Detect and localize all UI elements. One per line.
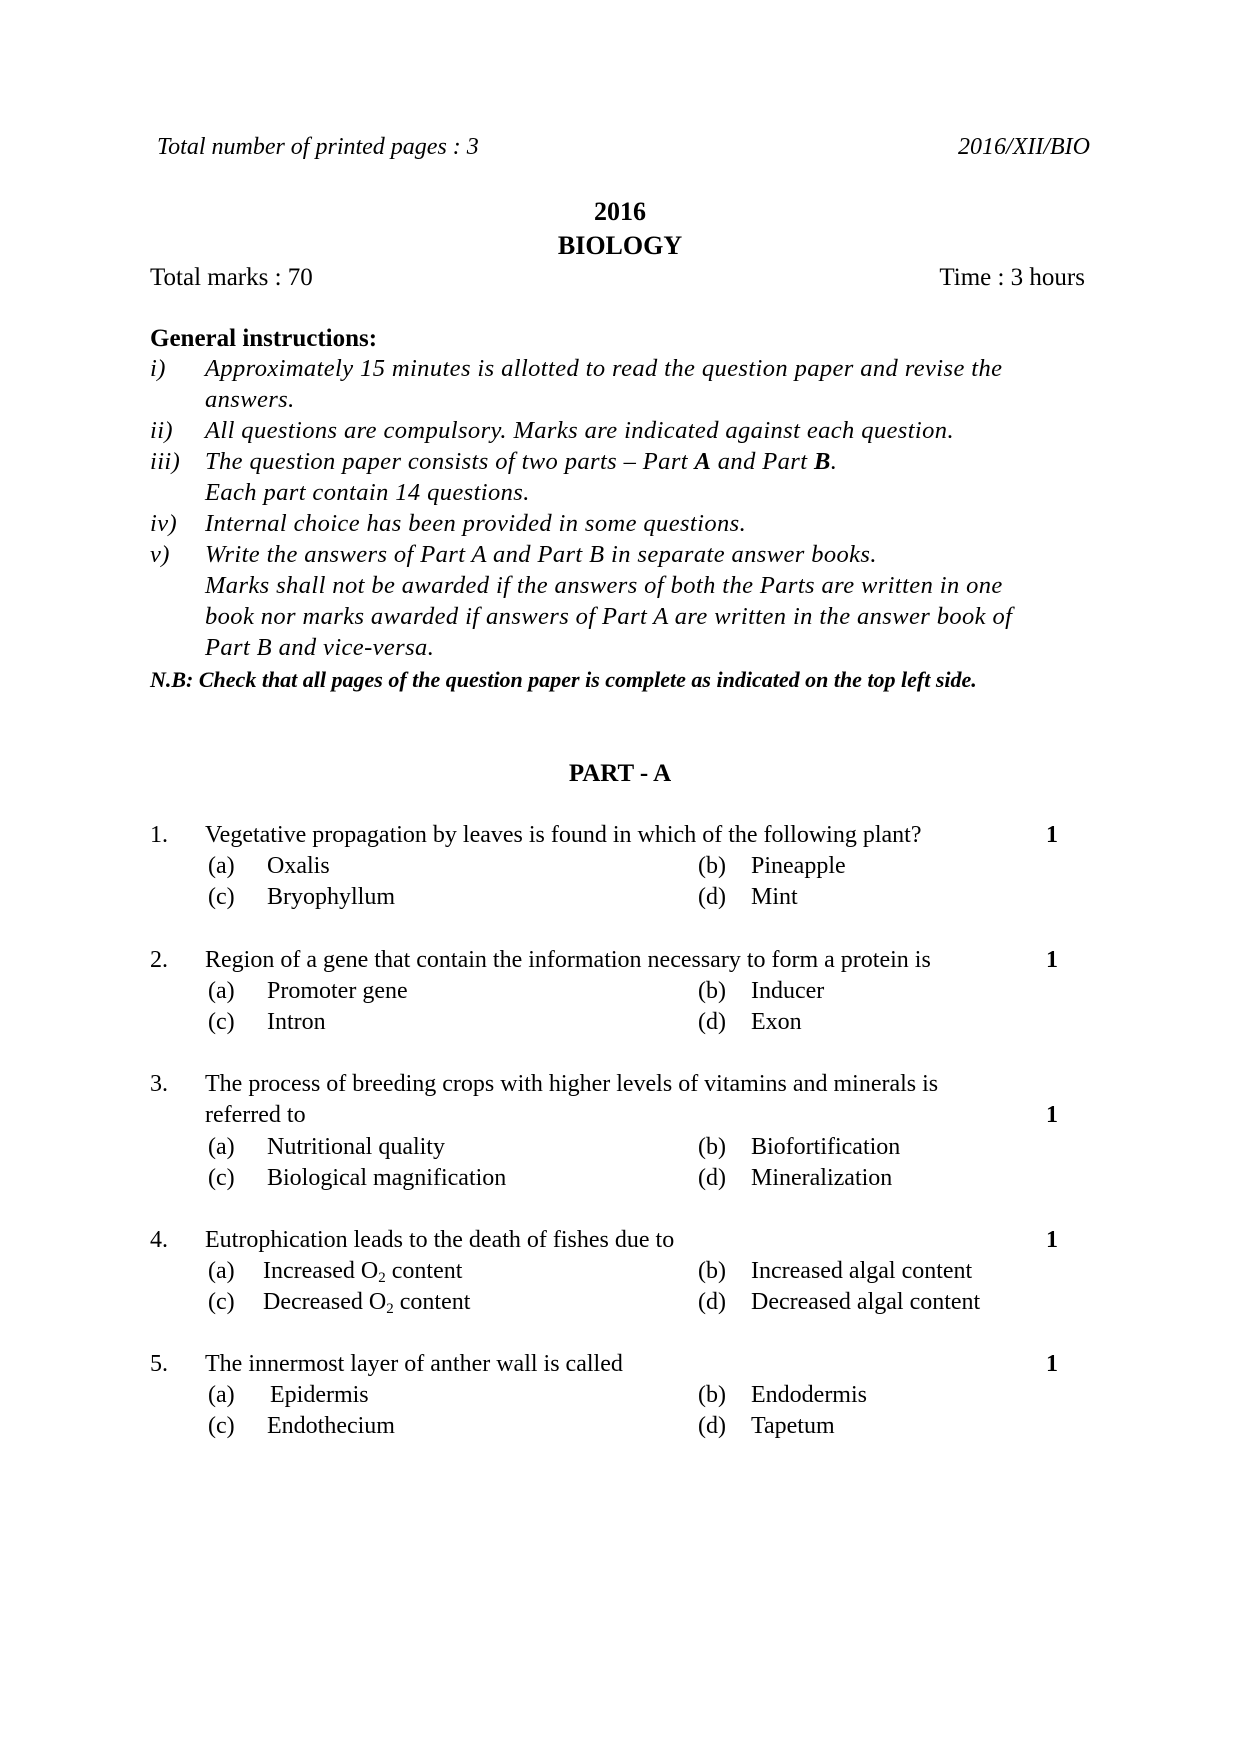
instruction-number: i) bbox=[150, 355, 166, 382]
option-text: Pineapple bbox=[751, 853, 846, 879]
paper-code: 2016/XII/BIO bbox=[958, 134, 1090, 160]
question-text-continued: referred to bbox=[205, 1102, 306, 1128]
option-text: Biological magnification bbox=[267, 1165, 507, 1191]
option-text: Decreased algal content bbox=[751, 1289, 981, 1315]
option-text: Mint bbox=[751, 884, 798, 910]
option-label: (a) bbox=[208, 1258, 235, 1284]
option-label: (b) bbox=[698, 1258, 726, 1284]
question-number: 1. bbox=[150, 822, 168, 848]
instruction-number: iv) bbox=[150, 510, 178, 537]
question-text: Region of a gene that contain the information necessary to form a protein is bbox=[205, 947, 931, 973]
option-text: Oxalis bbox=[267, 853, 330, 879]
option-text: Nutritional quality bbox=[267, 1134, 445, 1160]
question-number: 4. bbox=[150, 1227, 168, 1253]
option-label: (c) bbox=[208, 1009, 235, 1035]
question-number: 2. bbox=[150, 947, 168, 973]
option-text: Bryophyllum bbox=[267, 884, 396, 910]
instruction-text: Internal choice has been provided in some questions. bbox=[205, 510, 747, 537]
instruction-number: iii) bbox=[150, 448, 181, 475]
option-text: Mineralization bbox=[751, 1165, 893, 1191]
option-text: Intron bbox=[267, 1009, 326, 1035]
instruction-text: book nor marks awarded if answers of Part A are written in the answer book of bbox=[205, 603, 1013, 630]
exam-subject: BIOLOGY bbox=[557, 231, 683, 260]
instruction-number: ii) bbox=[150, 417, 173, 444]
instruction-text: answers. bbox=[205, 386, 295, 413]
instruction-number: v) bbox=[150, 541, 170, 568]
option-text: Endothecium bbox=[267, 1413, 395, 1439]
option-label: (c) bbox=[208, 1413, 235, 1439]
option-label: (a) bbox=[208, 1134, 235, 1160]
option-label: (d) bbox=[698, 1413, 726, 1439]
option-label: (d) bbox=[698, 884, 726, 910]
instruction-text: All questions are compulsory. Marks are indicated against each question. bbox=[205, 417, 954, 444]
option-label: (b) bbox=[698, 1382, 726, 1408]
question-text: Eutrophication leads to the death of fishes due to bbox=[205, 1227, 675, 1253]
option-label: (d) bbox=[698, 1289, 726, 1315]
option-label: (a) bbox=[208, 1382, 235, 1408]
question-number: 5. bbox=[150, 1351, 168, 1377]
question-marks: 1 bbox=[1046, 822, 1058, 848]
question-marks: 1 bbox=[1046, 947, 1058, 973]
option-label: (c) bbox=[208, 884, 235, 910]
total-marks: Total marks : 70 bbox=[150, 264, 313, 291]
option-text: Promoter gene bbox=[267, 978, 408, 1004]
question-text: Vegetative propagation by leaves is found in which of the following plant? bbox=[205, 822, 922, 848]
option-text: Tapetum bbox=[751, 1413, 835, 1439]
question-number: 3. bbox=[150, 1071, 168, 1097]
instruction-text: Approximately 15 minutes is allotted to read the question paper and revise the bbox=[205, 355, 1003, 382]
option-text: Biofortification bbox=[751, 1134, 901, 1160]
option-text: Increased algal content bbox=[751, 1258, 973, 1284]
time-allowed: Time : 3 hours bbox=[939, 264, 1085, 291]
question-marks: 1 bbox=[1046, 1102, 1058, 1128]
option-text: Decreased $O_2$ content bbox=[263, 1289, 471, 1317]
instructions-heading: General instructions: bbox=[150, 325, 378, 352]
question-marks: 1 bbox=[1046, 1351, 1058, 1377]
nb-note: N.B: Check that all pages of the question paper is complete as indicated on the top left side. bbox=[150, 667, 977, 692]
question-text: The process of breeding crops with higher levels of vitamins and minerals is bbox=[205, 1071, 939, 1097]
option-label: (c) bbox=[208, 1289, 235, 1315]
option-text: Exon bbox=[751, 1009, 802, 1035]
option-label: (b) bbox=[698, 853, 726, 879]
option-label: (d) bbox=[698, 1009, 726, 1035]
option-text: Epidermis bbox=[270, 1382, 369, 1408]
option-label: (a) bbox=[208, 853, 235, 879]
option-text: Inducer bbox=[751, 978, 825, 1004]
option-text: Endodermis bbox=[751, 1382, 867, 1408]
printed-pages-label: Total number of printed pages : 3 bbox=[157, 134, 479, 160]
option-label: (b) bbox=[698, 1134, 726, 1160]
instruction-text: Part B and vice-versa. bbox=[205, 634, 435, 661]
part-title: PART - A bbox=[568, 760, 672, 787]
question-marks: 1 bbox=[1046, 1227, 1058, 1253]
option-label: (a) bbox=[208, 978, 235, 1004]
instruction-text: Each part contain 14 questions. bbox=[205, 479, 530, 506]
option-label: (d) bbox=[698, 1165, 726, 1191]
exam-year: 2016 bbox=[594, 197, 646, 226]
instruction-text: Marks shall not be awarded if the answers of both the Parts are written in one bbox=[205, 572, 1003, 599]
question-text: The innermost layer of anther wall is called bbox=[205, 1351, 623, 1377]
option-label: (c) bbox=[208, 1165, 235, 1191]
instruction-text: The question paper consists of two parts – Part A and Part B. bbox=[205, 448, 838, 475]
instruction-text: Write the answers of Part A and Part B in separate answer books. bbox=[205, 541, 877, 568]
option-label: (b) bbox=[698, 978, 726, 1004]
option-text: Increased $O_2$ content bbox=[263, 1258, 463, 1286]
